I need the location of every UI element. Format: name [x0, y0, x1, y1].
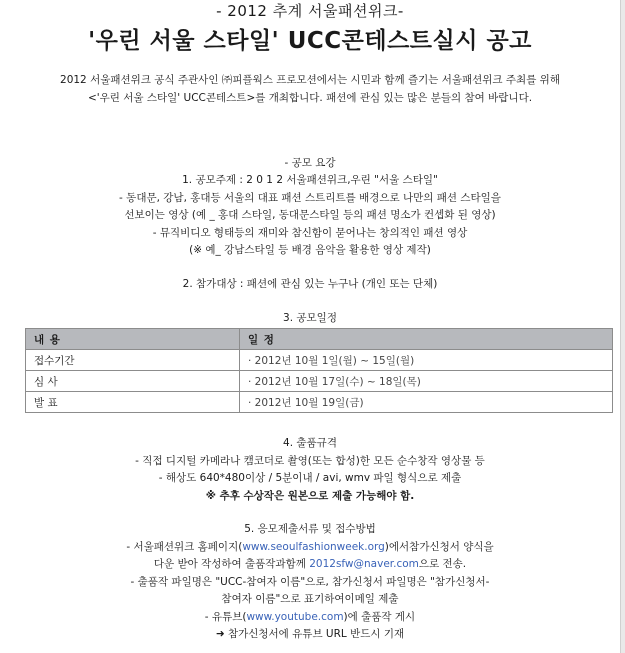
table-row [26, 392, 613, 413]
outline-heading: - 공모 요강 [284, 157, 336, 169]
specs-line: - 직접 디지털 카메라나 캠코더로 촬영(또는 합성)한 모든 순수창작 영상물 등 [135, 454, 485, 467]
topic-section [0, 172, 620, 260]
intro-paragraph [0, 71, 620, 107]
submission-line [0, 556, 620, 574]
text-span: - 유튜브( [204, 610, 247, 623]
youtube-link[interactable]: www.youtube.com [246, 610, 344, 623]
intro-line: <'우린 서울 스타일' UCC콘테스트>를 개최합니다. 패션에 관심 있는 많은 분들의 참여 바랍니다. [87, 92, 533, 104]
topic-line: - 동대문, 강남, 홍대등 서울의 대표 패션 스트리트를 배경으로 나만의 패션 스타일을 [119, 191, 501, 204]
intro-line: 2012 서울패션위크 공식 주관사인 ㈜피플웍스 프로모션에서는 시민과 함께 즐기는 서울패션위크 주최를 위해 [60, 74, 560, 86]
header-cell-schedule: 일 정 [240, 329, 613, 350]
window-edge [620, 0, 625, 653]
specs-note: ※ 추후 수상작은 원본으로 제출 가능해야 함. [205, 489, 415, 502]
text-span: - 서울패션위크 홈페이지( [126, 540, 243, 553]
topic-line: 1. 공모주제 : 2 0 1 2 서울패션위크,우린 "서울 스타일" [182, 174, 438, 186]
schedule-heading: 3. 공모일정 [283, 312, 337, 324]
topic-line: 선보이는 영상 (예 _ 홍대 스타일, 동대문스타일 등의 패션 명소가 컨셉화 된 영상) [124, 209, 496, 221]
eligibility-line: 2. 참가대상 : 패션에 관심 있는 누구나 (개인 또는 단체) [182, 278, 438, 290]
page-title: '우린 서울 스타일' UCC콘테스트실시 공고 [88, 28, 532, 54]
specs-line: - 해상도 640*480이상 / 5분이내 / avi, wmv 파일 형식으로 제출 [158, 472, 462, 484]
row-label: 접수기간 [26, 350, 240, 371]
submission-line: ➜ 참가신청서에 유튜브 URL 반드시 기재 [215, 628, 405, 640]
header-cell-content: 내 용 [26, 329, 240, 350]
homepage-link[interactable]: www.seoulfashionweek.org [242, 540, 385, 553]
specs-heading: 4. 출품규격 [283, 437, 337, 449]
row-date: · 2012년 10월 19일(금) [240, 392, 613, 413]
page-subtitle: - 2012 추계 서울패션위크- [216, 2, 404, 20]
submission-section [0, 521, 620, 644]
row-label: 심 사 [26, 371, 240, 392]
table-header-row [26, 329, 613, 350]
topic-line: (※ 예_ 강남스타일 등 배경 음악을 활용한 영상 제작) [189, 244, 431, 256]
table-row [26, 371, 613, 392]
topic-line: - 뮤직비디오 형태등의 재미와 참신함이 묻어나는 창의적인 패션 영상 [152, 226, 468, 239]
submission-line: 참여자 이름"으로 표기하여이메일 제출 [221, 593, 399, 605]
text-span: )에서참가신청서 양식을 [384, 540, 494, 553]
schedule-table [25, 328, 613, 413]
submission-line: - 출품작 파일명은 "UCC-참여자 이름"으로, 참가신청서 파일명은 "참가신청서- [130, 575, 490, 588]
text-span: 으로 전송. [418, 558, 467, 570]
table-row [26, 350, 613, 371]
specs-section [0, 435, 620, 505]
text-span: )에 출품작 게시 [343, 610, 416, 623]
text-span: 다운 받아 작성하여 출품작과함께 [153, 558, 310, 570]
row-date: · 2012년 10월 1일(월) ~ 15일(월) [240, 350, 613, 371]
row-date: · 2012년 10월 17일(수) ~ 18일(목) [240, 371, 613, 392]
submission-line [0, 609, 620, 627]
submission-line [0, 539, 620, 557]
email-link[interactable]: 2012sfw@naver.com [309, 558, 419, 570]
submission-heading: 5. 응모제출서류 및 접수방법 [244, 523, 376, 535]
row-label: 발 표 [26, 392, 240, 413]
